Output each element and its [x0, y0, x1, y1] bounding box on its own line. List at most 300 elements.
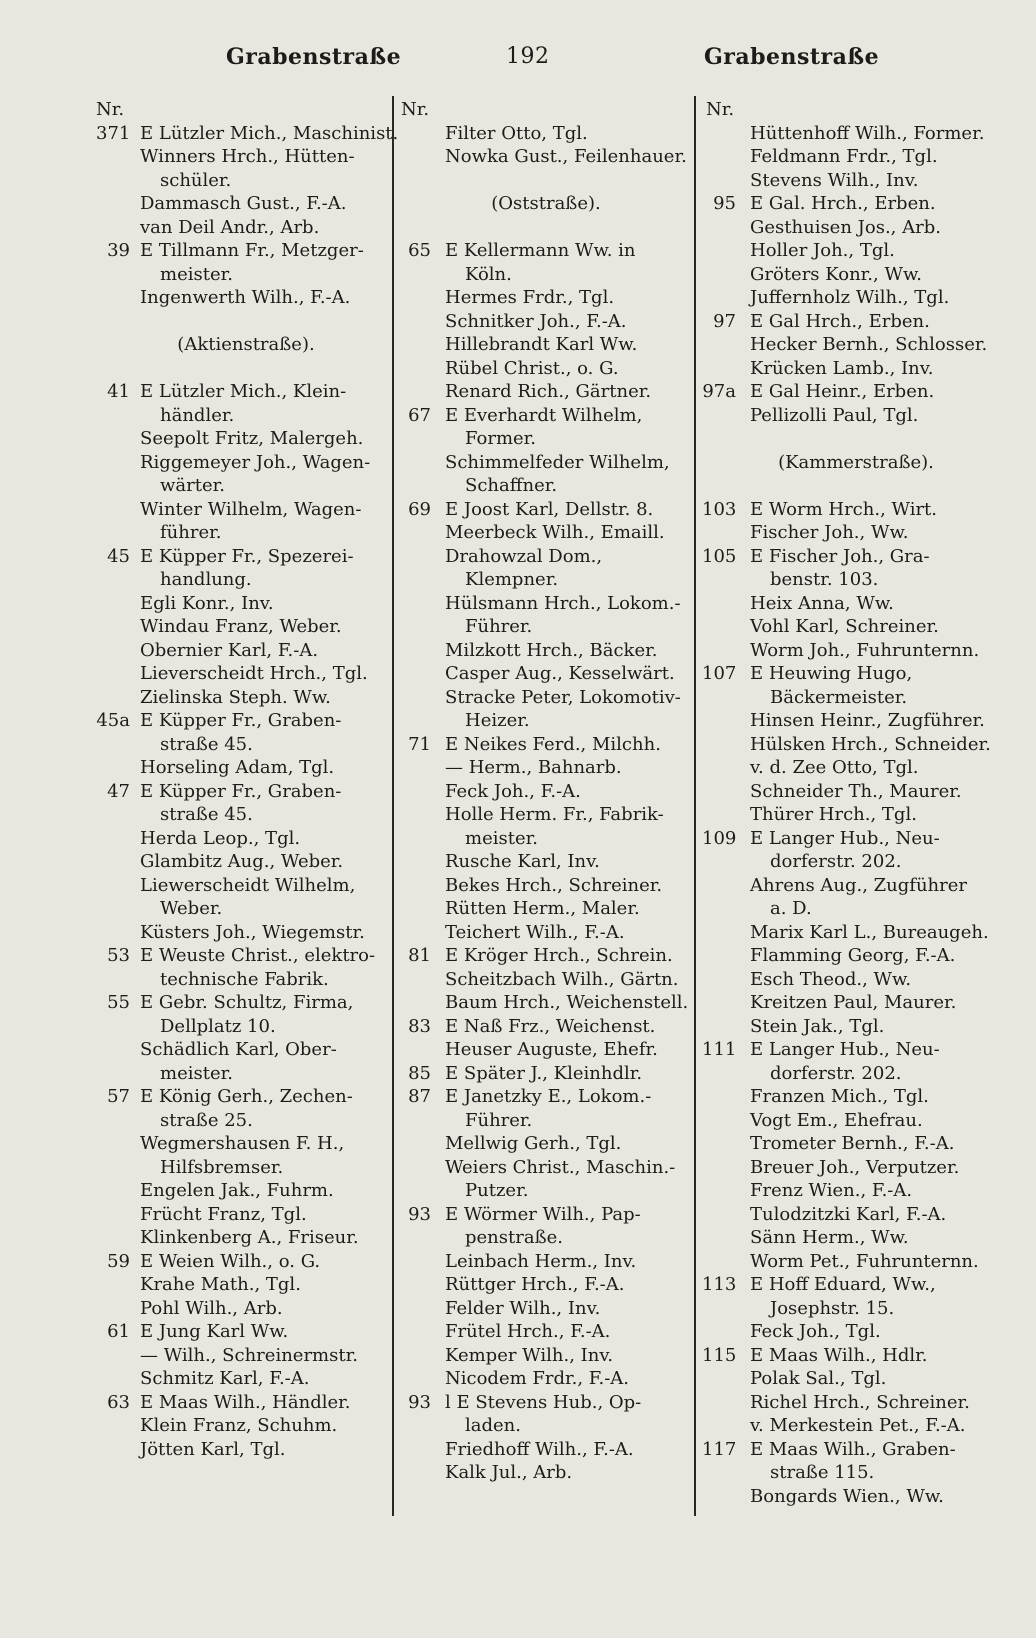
resident-entry: Kemper Wilh., Inv. [445, 1344, 614, 1366]
list-item [96, 192, 396, 216]
list-item [401, 850, 691, 874]
resident-entry: Vohl Karl, Schreiner. [750, 616, 939, 637]
list-item [401, 921, 691, 945]
list-item [96, 1109, 396, 1133]
resident-entry: Richel Hrch., Schreiner. [750, 1391, 970, 1413]
resident-entry: E Küpper Fr., Spezerei- [140, 545, 354, 567]
list-item [706, 897, 1006, 921]
resident-entry: E Küpper Fr., Graben- [140, 780, 342, 802]
house-number: 47 [107, 780, 130, 802]
resident-entry: E Worm Hrch., Wirt. [750, 498, 938, 520]
house-number: 57 [107, 1086, 130, 1107]
list-item [401, 874, 691, 898]
resident-entry: Marix Karl L., Bureaugeh. [750, 921, 989, 943]
header-left-street: Grabenstraße [226, 44, 402, 70]
list-item [706, 756, 1006, 780]
resident-entry: Dammasch Gust., F.-A. [140, 193, 347, 214]
resident-entry: Führer. [465, 1109, 533, 1131]
resident-entry: Führer. [465, 616, 533, 637]
spacer [401, 216, 691, 240]
list-item [401, 1203, 691, 1227]
resident-entry: van Deil Andr., Arb. [140, 216, 320, 238]
list-item [96, 1015, 396, 1039]
spacer [96, 357, 396, 381]
resident-entry: Heuser Auguste, Ehefr. [445, 1039, 658, 1060]
list-item [706, 615, 1006, 639]
resident-entry: Dellplatz 10. [160, 1015, 276, 1037]
house-number: 65 [408, 240, 431, 261]
house-number: 55 [107, 992, 130, 1013]
list-item [401, 1179, 691, 1203]
resident-entry: E Später J., Kleinhdlr. [445, 1062, 643, 1084]
page-number: 192 [506, 44, 550, 69]
resident-entry: Teichert Wilh., F.-A. [445, 921, 625, 943]
resident-entry: E Jung Karl Ww. [140, 1321, 289, 1342]
resident-entry: Windau Franz, Weber. [140, 616, 342, 637]
list-item [702, 662, 1006, 686]
resident-entry: schüler. [160, 169, 232, 191]
house-number: 45a [96, 710, 130, 731]
house-number: 97 [713, 310, 736, 332]
house-number: 93 [408, 1203, 431, 1225]
list-item [706, 521, 1006, 545]
list-item [706, 780, 1006, 804]
list-item [706, 921, 1006, 945]
list-item [401, 1085, 691, 1109]
resident-entry: E Langer Hub., Neu- [750, 827, 940, 849]
resident-entry: Former. [465, 428, 537, 449]
resident-entry: Herda Leop., Tgl. [140, 827, 301, 849]
house-number: 41 [107, 381, 130, 402]
list-item [706, 686, 1006, 710]
list-item [96, 639, 396, 663]
list-item [706, 122, 1006, 146]
resident-entry: Mellwig Gerh., Tgl. [445, 1133, 622, 1154]
list-item [702, 1273, 1006, 1297]
resident-entry: Stein Jak., Tgl. [750, 1015, 885, 1037]
resident-entry: E Wörmer Wilh., Pap- [445, 1203, 641, 1225]
list-item [96, 968, 396, 992]
list-item [401, 1297, 691, 1321]
house-number: 115 [702, 1344, 737, 1366]
resident-entry: Feldmann Frdr., Tgl. [750, 146, 938, 167]
list-item [401, 357, 691, 381]
list-item [706, 310, 1006, 334]
resident-entry: E Naß Frz., Weichenst. [445, 1015, 656, 1037]
resident-entry: Winter Wilhelm, Wagen- [140, 498, 362, 520]
house-number: 45 [107, 545, 130, 567]
resident-entry: Wegmershausen F. H., [140, 1133, 345, 1154]
list-item [706, 968, 1006, 992]
resident-entry: E Küpper Fr., Graben- [140, 710, 342, 731]
list-item [96, 427, 396, 451]
resident-entry: Ahrens Aug., Zugführer [750, 874, 968, 896]
list-item [706, 592, 1006, 616]
list-item [401, 1109, 691, 1133]
resident-entry: Flamming Georg, F.-A. [750, 945, 956, 966]
list-item [706, 1203, 1006, 1227]
list-item [706, 1367, 1006, 1391]
resident-entry: Gröters Konr., Ww. [750, 263, 922, 285]
resident-entry: Thürer Hrch., Tgl. [750, 804, 917, 825]
list-item [401, 662, 691, 686]
list-item [401, 897, 691, 921]
house-number: 97a [702, 381, 736, 402]
list-item [401, 733, 691, 757]
spacer [401, 169, 691, 193]
list-item [401, 1015, 691, 1039]
resident-entry: E Kröger Hrch., Schrein. [445, 945, 673, 966]
list-item [96, 1132, 396, 1156]
resident-entry: Klinkenberg A., Friseur. [140, 1227, 359, 1248]
house-number: 113 [702, 1274, 737, 1295]
resident-entry: Egli Konr., Inv. [140, 592, 274, 614]
list-item [96, 568, 396, 592]
resident-entry: Holler Joh., Tgl. [750, 240, 895, 261]
list-item [706, 145, 1006, 169]
resident-entry: Schmitz Karl, F.-A. [140, 1368, 310, 1389]
list-item [706, 1320, 1006, 1344]
list-item [706, 874, 1006, 898]
resident-entry: Feck Joh., Tgl. [750, 1321, 881, 1342]
resident-entry: E Lützler Mich., Maschinist. [140, 122, 399, 144]
resident-entry: Klempner. [465, 569, 559, 590]
resident-entry: Rusche Karl, Inv. [445, 851, 600, 872]
resident-entry: Filter Otto, Tgl. [445, 122, 588, 144]
resident-entry: dorferstr. 202. [770, 851, 902, 872]
list-item [401, 944, 691, 968]
list-item [401, 1320, 691, 1344]
house-number: 85 [408, 1062, 431, 1084]
house-number: 61 [107, 1321, 130, 1342]
resident-entry: straße 115. [770, 1462, 875, 1483]
resident-entry: E Kellermann Ww. in [445, 240, 636, 261]
list-item [96, 991, 396, 1015]
list-item [96, 944, 396, 968]
house-number: 109 [702, 827, 737, 849]
resident-entry: Liewerscheidt Wilhelm, [140, 874, 356, 896]
resident-entry: Kalk Jul., Arb. [445, 1462, 573, 1483]
resident-entry: Friedhoff Wilh., F.-A. [445, 1438, 634, 1460]
resident-entry: straße 25. [160, 1109, 253, 1131]
list-item [96, 592, 396, 616]
list-item [706, 1226, 1006, 1250]
list-item [706, 1015, 1006, 1039]
resident-entry: E Neikes Ferd., Milchh. [445, 733, 661, 755]
resident-entry: E Maas Wilh., Hdlr. [750, 1344, 928, 1366]
house-number: 111 [702, 1039, 737, 1060]
list-item [706, 216, 1006, 240]
resident-entry: v. d. Zee Otto, Tgl. [750, 757, 919, 778]
column-3 [702, 98, 1006, 1508]
resident-entry: wärter. [160, 475, 225, 496]
list-item [96, 263, 396, 287]
list-item [401, 1414, 691, 1438]
resident-entry: Milzkott Hrch., Bäcker. [445, 639, 658, 661]
list-item [401, 145, 691, 169]
column-nr-label: Nr. [401, 99, 430, 120]
list-item [401, 1062, 691, 1086]
resident-entry: Kreitzen Paul, Maurer. [750, 992, 957, 1013]
resident-entry: meister. [465, 827, 538, 849]
list-item [401, 333, 691, 357]
house-number: 63 [107, 1391, 130, 1413]
resident-entry: Josephstr. 15. [770, 1297, 895, 1319]
house-number: 59 [107, 1250, 130, 1272]
resident-entry: Schaffner. [465, 475, 558, 496]
resident-entry: Feck Joh., F.-A. [445, 780, 581, 802]
resident-entry: Hillebrandt Karl Ww. [445, 334, 638, 355]
resident-entry: Leinbach Herm., Inv. [445, 1250, 637, 1272]
section-heading: (Kammerstraße). [778, 451, 934, 473]
list-item [706, 239, 1006, 263]
list-item [401, 1461, 691, 1485]
resident-entry: Frütel Hrch., F.-A. [445, 1321, 611, 1342]
resident-entry: straße 45. [160, 733, 253, 755]
resident-entry: l E Stevens Hub., Op- [445, 1391, 642, 1413]
spacer [706, 427, 1006, 451]
list-item [401, 1273, 691, 1297]
list-item [401, 1156, 691, 1180]
list-item [401, 1250, 691, 1274]
resident-entry: E Gal Heinr., Erben. [750, 381, 935, 402]
resident-entry: Heix Anna, Ww. [750, 592, 894, 614]
list-item [706, 1062, 1006, 1086]
resident-entry: E König Gerh., Zechen- [140, 1086, 353, 1107]
list-item [706, 1109, 1006, 1133]
list-item [96, 897, 396, 921]
resident-entry: Nowka Gust., Feilenhauer. [445, 146, 687, 167]
list-item [706, 1391, 1006, 1415]
resident-entry: Baum Hrch., Weichenstell. [445, 992, 689, 1013]
resident-entry: benstr. 103. [770, 569, 879, 590]
resident-entry: Bäckermeister. [770, 686, 908, 708]
list-item [401, 968, 691, 992]
resident-entry: Worm Joh., Fuhrunternn. [750, 639, 980, 661]
resident-entry: E Lützler Mich., Klein- [140, 381, 347, 402]
resident-entry: Hülsken Hrch., Schneider. [750, 733, 991, 755]
resident-entry: Rübel Christ., o. G. [445, 357, 619, 379]
list-item [96, 1320, 396, 1344]
list-item [96, 686, 396, 710]
resident-entry: E Weuste Christ., elektro- [140, 945, 376, 966]
resident-entry: Horseling Adam, Tgl. [140, 757, 335, 778]
list-item [96, 122, 399, 146]
list-item [96, 498, 396, 522]
list-item [96, 286, 396, 310]
resident-entry: E Joost Karl, Dellstr. 8. [445, 498, 654, 520]
resident-entry: Schädlich Karl, Ober- [140, 1039, 337, 1060]
list-item [706, 1132, 1006, 1156]
list-item [401, 239, 691, 263]
resident-entry: E Langer Hub., Neu- [750, 1039, 940, 1060]
list-item [706, 991, 1006, 1015]
list-item [401, 380, 691, 404]
list-item [96, 1179, 396, 1203]
resident-entry: Weiers Christ., Maschin.- [445, 1156, 676, 1178]
resident-entry: Pohl Wilh., Arb. [140, 1297, 283, 1319]
resident-entry: meister. [160, 1062, 233, 1084]
resident-entry: Rütten Herm., Maler. [445, 898, 640, 919]
list-item [96, 1344, 396, 1368]
house-number: 39 [107, 240, 130, 261]
list-item [96, 545, 396, 569]
resident-entry: Heizer. [465, 710, 530, 731]
house-number: 83 [408, 1015, 431, 1037]
house-number: 81 [408, 945, 431, 966]
resident-entry: Casper Aug., Kesselwärt. [445, 663, 675, 684]
resident-entry: Trometer Bernh., F.-A. [750, 1133, 955, 1154]
resident-entry: Frenz Wien., F.-A. [750, 1180, 913, 1201]
resident-entry: Schneider Th., Maurer. [750, 780, 962, 802]
resident-entry: Scheitzbach Wilh., Gärtn. [445, 968, 679, 990]
section-heading: (Oststraße). [491, 193, 601, 214]
resident-entry: Klein Franz, Schuhm. [140, 1415, 338, 1436]
list-item [96, 239, 396, 263]
resident-entry: Krahe Math., Tgl. [140, 1274, 301, 1295]
list-item [702, 1344, 1006, 1368]
list-item [401, 709, 691, 733]
column-2 [401, 98, 691, 1485]
house-number: 103 [702, 498, 737, 520]
list-item [401, 498, 691, 522]
list-item [96, 404, 396, 428]
resident-entry: meister. [160, 263, 233, 285]
list-item [96, 1391, 396, 1415]
list-item [702, 498, 1006, 522]
list-item [96, 874, 396, 898]
house-number: 117 [702, 1438, 737, 1460]
list-item [401, 427, 691, 451]
spacer [96, 310, 396, 334]
resident-entry: Hilfsbremser. [160, 1156, 284, 1178]
list-item [706, 709, 1006, 733]
list-item [706, 404, 1006, 428]
resident-entry: Jötten Karl, Tgl. [140, 1438, 286, 1460]
house-number: 67 [408, 404, 431, 426]
resident-entry: händler. [160, 404, 235, 426]
list-item [401, 1367, 691, 1391]
list-item [96, 1156, 396, 1180]
list-item [401, 639, 691, 663]
resident-entry: penstraße. [465, 1227, 563, 1248]
list-item [401, 1438, 691, 1462]
resident-entry: Pellizolli Paul, Tgl. [750, 404, 919, 426]
list-item [706, 357, 1006, 381]
list-item [96, 521, 396, 545]
list-item [706, 1250, 1006, 1274]
resident-entry: Gesthuisen Jos., Arb. [750, 216, 941, 238]
resident-entry: handlung. [160, 569, 252, 590]
list-item [706, 192, 1006, 216]
list-item [702, 1438, 1006, 1462]
resident-entry: Weber. [160, 898, 223, 919]
resident-entry: Fischer Joh., Ww. [750, 522, 909, 543]
resident-entry: Stracke Peter, Lokomotiv- [445, 686, 681, 708]
resident-entry: Frücht Franz, Tgl. [140, 1203, 307, 1225]
resident-entry: Worm Pet., Fuhrunternn. [750, 1250, 979, 1272]
resident-entry: Küsters Joh., Wiegemstr. [140, 921, 365, 943]
list-item [96, 1297, 396, 1321]
list-item [96, 921, 396, 945]
list-item [401, 756, 691, 780]
resident-entry: E Maas Wilh., Händler. [140, 1391, 351, 1413]
column-nr-label: Nr. [96, 99, 125, 120]
resident-entry: Meerbeck Wilh., Emaill. [445, 522, 665, 543]
list-item [706, 1485, 1006, 1509]
resident-entry: v. Merkestein Pet., F.-A. [750, 1415, 966, 1436]
list-item [96, 1062, 396, 1086]
list-item [96, 709, 396, 733]
resident-entry: Winners Hrch., Hütten- [140, 146, 355, 167]
house-number: 87 [408, 1086, 431, 1107]
house-number: 107 [702, 663, 737, 684]
resident-entry: E Everhardt Wilhelm, [445, 404, 643, 426]
resident-entry: Juffernholz Wilh., Tgl. [750, 287, 950, 308]
list-item [706, 944, 1006, 968]
list-item [706, 803, 1006, 827]
spacer [706, 474, 1006, 498]
list-item [401, 592, 691, 616]
list-item [96, 216, 396, 240]
resident-entry: Felder Wilh., Inv. [445, 1297, 601, 1319]
list-item [401, 803, 691, 827]
list-item [401, 521, 691, 545]
resident-entry: Hülsmann Hrch., Lokom.- [445, 592, 681, 614]
resident-entry: Renard Rich., Gärtner. [445, 381, 652, 402]
resident-entry: E Gal Hrch., Erben. [750, 310, 930, 332]
list-item [401, 545, 691, 569]
list-item [401, 310, 691, 334]
list-item [706, 1156, 1006, 1180]
list-item [401, 1344, 691, 1368]
column-divider [694, 96, 696, 1516]
list-item [96, 1085, 396, 1109]
list-item [706, 1414, 1006, 1438]
resident-entry: E Maas Wilh., Graben- [750, 1438, 956, 1460]
list-item [401, 474, 691, 498]
list-item [706, 639, 1006, 663]
resident-entry: — Wilh., Schreinermstr. [140, 1344, 358, 1366]
resident-entry: Bekes Hrch., Schreiner. [445, 874, 663, 896]
resident-entry: Seepolt Fritz, Malergeh. [140, 428, 364, 449]
house-number: 71 [408, 733, 431, 755]
resident-entry: — Herm., Bahnarb. [445, 757, 622, 778]
list-item [706, 169, 1006, 193]
list-item [706, 568, 1006, 592]
list-item [401, 780, 691, 804]
list-item [401, 568, 691, 592]
resident-entry: E Gebr. Schultz, Firma, [140, 992, 354, 1013]
resident-entry: Ingenwerth Wilh., F.-A. [140, 287, 351, 308]
resident-entry: Stevens Wilh., Inv. [750, 169, 919, 191]
header-right-street: Grabenstraße [704, 44, 880, 70]
list-item [96, 850, 396, 874]
list-item [401, 1132, 691, 1156]
list-item [702, 545, 1006, 569]
list-item [401, 615, 691, 639]
list-item [96, 1038, 396, 1062]
resident-entry: Zielinska Steph. Ww. [140, 686, 331, 708]
list-item [401, 1038, 691, 1062]
list-item [96, 380, 396, 404]
section-heading: (Aktienstraße). [177, 334, 315, 355]
resident-entry: Schimmelfeder Wilhelm, [445, 451, 670, 473]
resident-entry: E Weien Wilh., o. G. [140, 1250, 321, 1272]
resident-entry: E Heuwing Hugo, [750, 663, 913, 684]
resident-entry: Engelen Jak., Fuhrm. [140, 1180, 334, 1201]
list-item [702, 380, 1006, 404]
